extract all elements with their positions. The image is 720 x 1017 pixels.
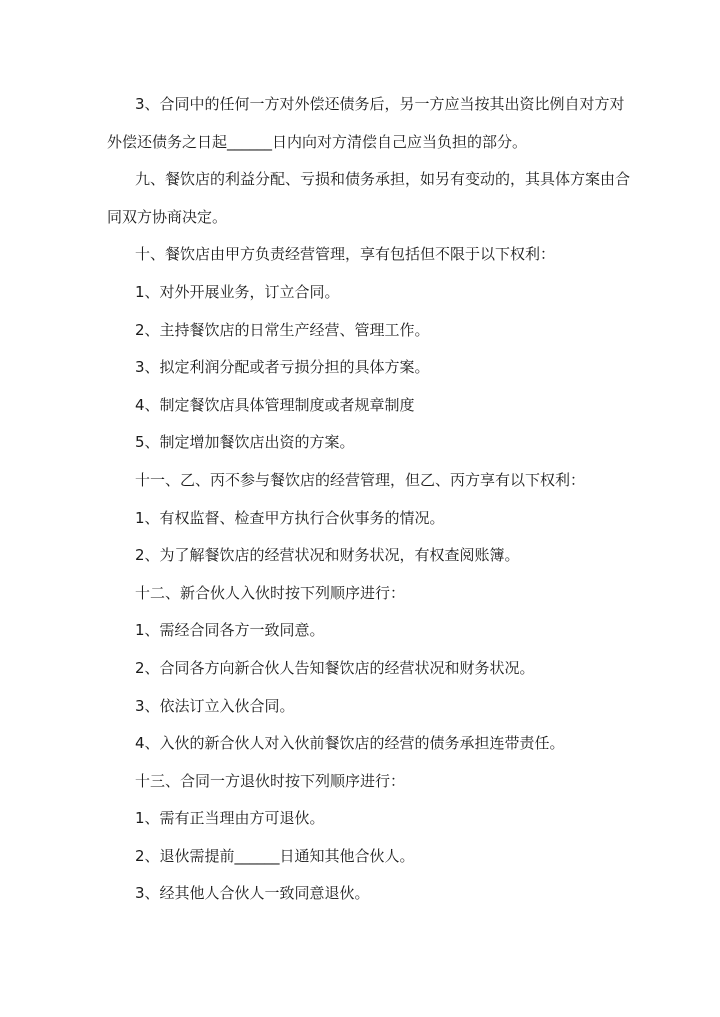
document-body (107, 86, 630, 913)
section-heading-12: 十二、新合伙人入伙时按下列顺序进行： (135, 583, 406, 602)
list-item: 1、对外开展业务，订立合同。 (135, 282, 340, 301)
section-heading-10: 十、餐饮店由甲方负责经营管理，享有包括但不限于以下权利： (135, 245, 556, 264)
list-item: 2、为了解餐饮店的经营状况和财务状况，有权查阅账簿。 (135, 546, 520, 565)
list-item: 2、主持餐饮店的日常生产经营、管理工作。 (135, 320, 430, 339)
list-item: 3、经其他人合伙人一致同意退伙。 (135, 884, 370, 903)
list-item: 1、需有正当理由方可退伙。 (135, 809, 325, 828)
list-item: 3、拟定利润分配或者亏损分担的具体方案。 (135, 358, 430, 377)
section-heading-13: 十三、合同一方退伙时按下列顺序进行： (135, 771, 406, 790)
list-item: 2、合同各方向新合伙人告知餐饮店的经营状况和财务状况。 (135, 658, 535, 677)
clause-paragraph: 3、合同中的任何一方对外偿还债务后，另一方应当按其出资比例自对方对外偿还债务之日起______日内向对方清偿自己应当负担的部分。 (107, 95, 625, 151)
list-item: 5、制定增加餐饮店出资的方案。 (135, 433, 355, 452)
section-heading-11: 十一、乙、丙不参与餐饮店的经营管理，但乙、丙方享有以下权利： (135, 470, 586, 489)
list-item: 4、制定餐饮店具体管理制度或者规章制度 (135, 395, 415, 414)
list-item: 2、退伙需提前______日通知其他合伙人。 (135, 846, 415, 865)
clause-paragraph: 九、餐饮店的利益分配、亏损和债务承担，如另有变动的，其具体方案由合同双方协商决定。 (107, 170, 631, 226)
list-item: 4、入伙的新合伙人对入伙前餐饮店的经营的债务承担连带责任。 (135, 734, 565, 753)
list-item: 3、依法订立入伙合同。 (135, 696, 295, 715)
list-item: 1、需经合同各方一致同意。 (135, 621, 325, 640)
list-item: 1、有权监督、检查甲方执行合伙事务的情况。 (135, 508, 445, 527)
